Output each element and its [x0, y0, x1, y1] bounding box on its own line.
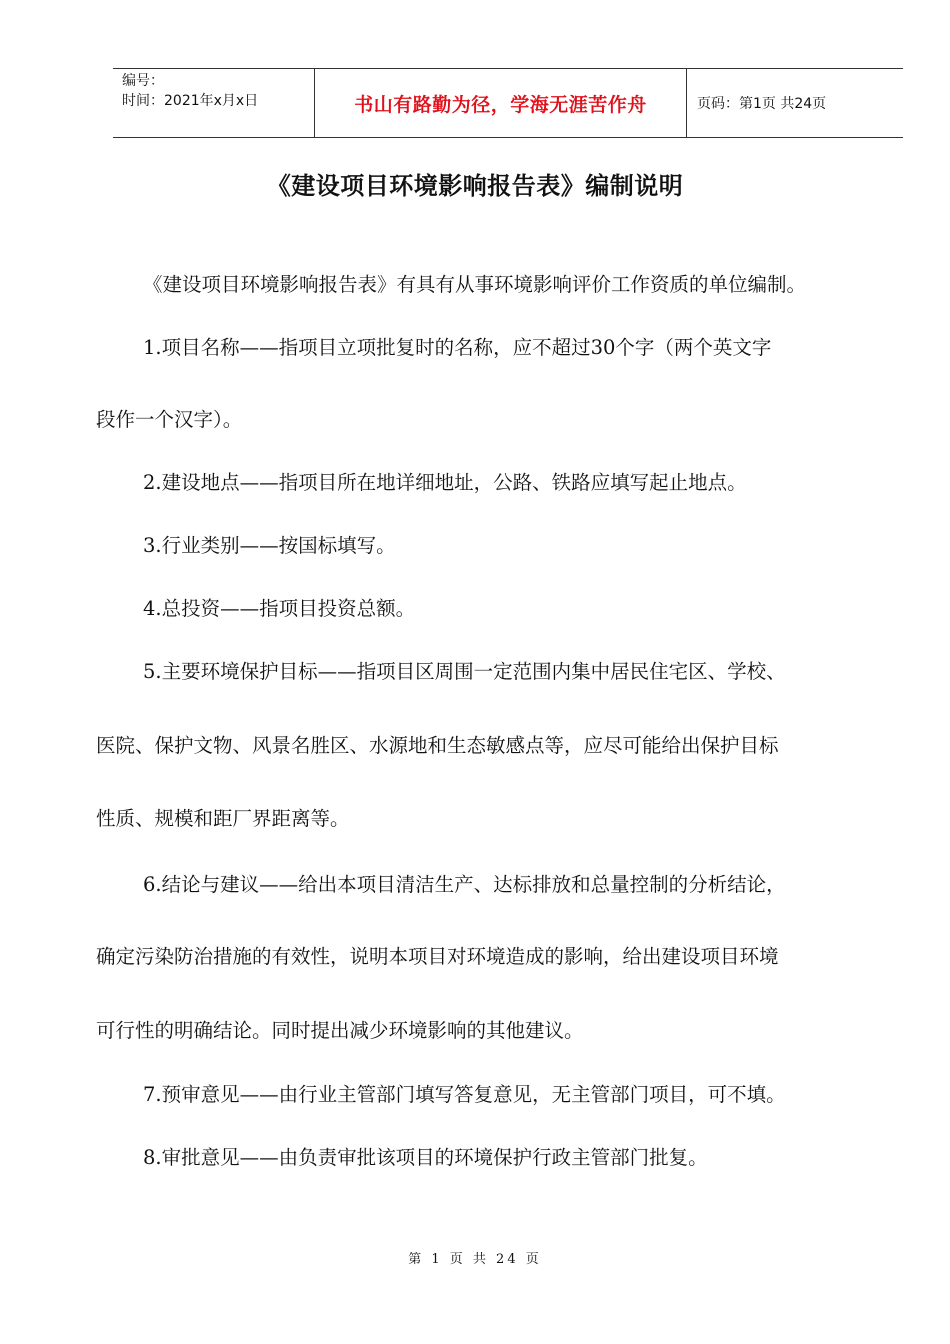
paragraph-line: 可行性的明确结论。同时提出减少环境影响的其他建议。	[96, 1019, 584, 1042]
paragraph-line: 4.总投资——指项目投资总额。	[143, 597, 416, 620]
paragraph-line: 2.建设地点——指项目所在地详细地址，公路、铁路应填写起止地点。	[143, 471, 747, 494]
paragraph-line: 5.主要环境保护目标——指项目区周围一定范围内集中居民住宅区、学校、	[143, 660, 786, 683]
paragraph-line: 1.项目名称——指项目立项批复时的名称，应不超过30个字（两个英文字	[143, 336, 772, 359]
header-page-number: 页码：第1页 共24页	[697, 96, 827, 112]
paragraph-line: 3.行业类别——按国标填写。	[143, 534, 396, 557]
paragraph-line: 7.预审意见——由行业主管部门填写答复意见，无主管部门项目，可不填。	[143, 1083, 786, 1106]
paragraph-line: 8.审批意见——由负责审批该项目的环境保护行政主管部门批复。	[143, 1146, 708, 1169]
paragraph-line: 《建设项目环境影响报告表》有具有从事环境影响评价工作资质的单位编制。	[143, 273, 807, 296]
paragraph-line: 段作一个汉字）。	[96, 408, 243, 431]
paragraph-line: 确定污染防治措施的有效性，说明本项目对环境造成的影响，给出建设项目环境	[96, 945, 779, 968]
paragraph-line: 性质、规模和距厂界距离等。	[96, 807, 350, 830]
header-motto: 书山有路勤为径，学海无涯苦作舟	[315, 69, 687, 137]
page-header	[113, 68, 903, 138]
paragraph-line: 6.结论与建议——给出本项目清洁生产、达标排放和总量控制的分析结论，	[143, 873, 786, 896]
document-date-label: 时间：2021年x月x日	[122, 93, 259, 109]
document-title: 《建设项目环境影响报告表》编制说明	[266, 172, 684, 200]
paragraph-line: 医院、保护文物、风景名胜区、水源地和生态敏感点等，应尽可能给出保护目标	[96, 734, 779, 757]
document-number-label: 编号：	[122, 73, 164, 89]
header-meta	[113, 69, 315, 137]
page-footer: 第 1 页 共 24 页	[408, 1252, 542, 1267]
